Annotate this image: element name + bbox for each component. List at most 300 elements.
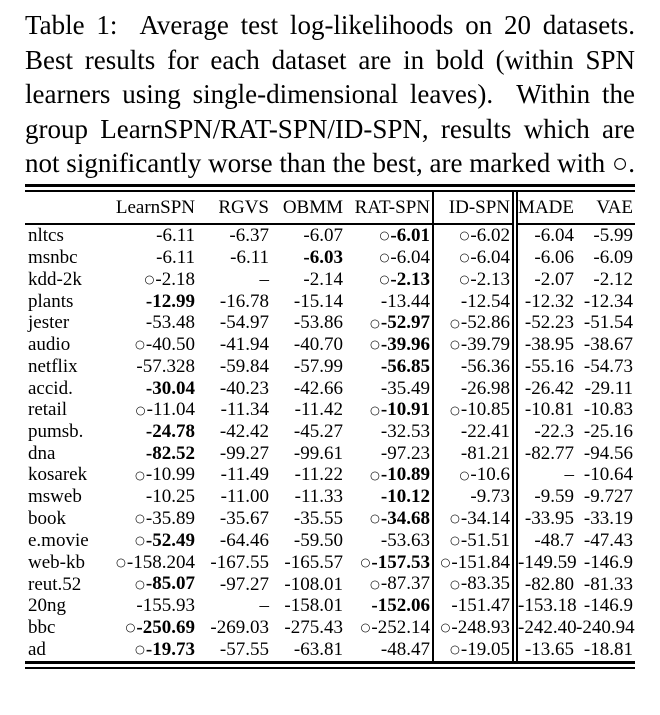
value-cell <box>271 378 345 400</box>
not-significantly-worse-circle-marker: ○ <box>459 250 470 265</box>
result-value: -82.80 <box>524 573 574 595</box>
result-value: -6.11 <box>230 247 269 269</box>
result-value: -54.97 <box>219 312 269 334</box>
not-significantly-worse-circle-marker: ○ <box>459 228 470 243</box>
result-value: -55.16 <box>524 356 574 378</box>
not-significantly-worse-circle-marker: ○ <box>360 620 371 635</box>
not-significantly-worse-circle-marker: ○ <box>379 228 390 243</box>
result-value: -41.94 <box>219 334 269 356</box>
best-result-value: -6.01 <box>390 225 430 246</box>
not-significantly-worse-circle-marker: ○ <box>449 337 460 352</box>
value-cell <box>95 639 197 661</box>
dataset-column-header <box>25 192 95 224</box>
value-cell <box>271 530 345 552</box>
caption-line: not significantly worse than the best, are marked with ○. <box>25 148 635 178</box>
value-cell <box>576 421 635 443</box>
result-value: -35.49 <box>380 377 430 399</box>
value-cell <box>433 312 515 334</box>
result-value: -155.93 <box>136 595 195 617</box>
dataset-label: reut.52 <box>28 573 82 595</box>
result-value: -51.51 <box>460 529 510 551</box>
value-cell <box>197 247 271 269</box>
result-value: -11.33 <box>294 486 343 508</box>
value-cell <box>197 291 271 313</box>
value-cell <box>197 508 271 530</box>
result-value: -40.50 <box>145 334 195 356</box>
result-value: -97.23 <box>380 442 430 464</box>
best-result-value: -85.07 <box>145 573 195 595</box>
value-cell <box>197 399 271 421</box>
value-cell <box>345 530 433 552</box>
dataset-label: 20ng <box>28 595 66 617</box>
value-cell <box>576 443 635 465</box>
value-cell <box>433 639 515 661</box>
value-cell <box>345 464 433 486</box>
value-cell <box>576 291 635 313</box>
result-value: -42.42 <box>219 421 269 443</box>
result-value: -38.95 <box>524 334 574 356</box>
value-cell <box>515 356 576 378</box>
not-significantly-worse-circle-marker: ○ <box>144 272 155 287</box>
result-value: -35.55 <box>293 507 343 529</box>
column-header-learnspn: LearnSPN <box>95 192 197 224</box>
best-result-value: -152.06 <box>371 595 430 617</box>
value-cell <box>95 378 197 400</box>
value-cell <box>515 334 576 356</box>
value-cell <box>576 312 635 334</box>
table-row <box>25 291 635 313</box>
caption-line: Best results for each dataset are in bold (within SPN <box>25 44 635 75</box>
table-row <box>25 356 635 378</box>
value-cell <box>433 552 515 574</box>
value-cell <box>515 573 576 595</box>
value-cell <box>197 421 271 443</box>
value-cell <box>345 312 433 334</box>
value-cell <box>197 356 271 378</box>
value-cell <box>197 464 271 486</box>
value-cell <box>345 356 433 378</box>
table-row <box>25 312 635 334</box>
result-value: -64.46 <box>219 529 269 551</box>
value-cell <box>576 334 635 356</box>
result-value: -32.53 <box>380 421 430 443</box>
table-row <box>25 639 635 661</box>
result-value: -158.01 <box>284 595 343 617</box>
result-value: -59.50 <box>293 529 343 551</box>
value-cell <box>345 617 433 639</box>
result-value: – <box>259 595 269 617</box>
result-value: -47.43 <box>583 529 633 551</box>
table-row <box>25 421 635 443</box>
result-value: -6.11 <box>156 247 195 269</box>
result-value: -11.00 <box>220 486 269 508</box>
value-cell <box>197 224 271 247</box>
value-cell <box>433 464 515 486</box>
result-value: -39.79 <box>460 334 510 356</box>
value-cell <box>197 443 271 465</box>
result-value: -94.56 <box>583 442 633 464</box>
not-significantly-worse-circle-marker: ○ <box>379 272 390 287</box>
best-result-value: -10.89 <box>380 464 430 486</box>
value-cell <box>576 639 635 661</box>
value-cell <box>197 639 271 661</box>
not-significantly-worse-circle-marker: ○ <box>459 272 470 287</box>
value-cell <box>271 334 345 356</box>
result-value: -57.328 <box>136 356 195 378</box>
value-cell <box>576 530 635 552</box>
header-row <box>25 192 635 224</box>
value-cell <box>576 224 635 247</box>
result-value: -12.54 <box>460 290 510 312</box>
best-result-value: -6.03 <box>303 247 343 269</box>
table-row <box>25 334 635 356</box>
dataset-label: ad <box>28 638 46 660</box>
value-cell <box>515 224 576 247</box>
result-value: -2.12 <box>593 268 633 290</box>
value-cell <box>95 486 197 508</box>
not-significantly-worse-circle-marker: ○ <box>440 554 451 569</box>
best-result-value: -12.99 <box>145 290 195 312</box>
result-value: -99.61 <box>293 442 343 464</box>
result-value: -10.64 <box>583 464 633 486</box>
not-significantly-worse-circle-marker: ○ <box>134 511 145 526</box>
value-cell <box>433 530 515 552</box>
result-value: -51.54 <box>583 312 633 334</box>
value-cell <box>345 639 433 661</box>
result-value: -48.7 <box>534 529 574 551</box>
value-cell <box>515 486 576 508</box>
table-row <box>25 573 635 595</box>
result-value: -10.83 <box>583 399 633 421</box>
results-table-wrap <box>25 184 635 669</box>
not-significantly-worse-circle-marker: ○ <box>449 642 460 657</box>
value-cell <box>271 269 345 291</box>
not-significantly-worse-circle-marker: ○ <box>115 554 126 569</box>
value-cell <box>515 269 576 291</box>
value-cell <box>271 508 345 530</box>
result-value: -11.22 <box>294 464 343 486</box>
value-cell <box>433 617 515 639</box>
value-cell <box>576 269 635 291</box>
value-cell <box>576 617 635 639</box>
result-value: -165.57 <box>284 551 343 573</box>
value-cell <box>95 443 197 465</box>
result-value: -22.41 <box>460 421 510 443</box>
value-cell <box>271 399 345 421</box>
result-value: -35.89 <box>145 507 195 529</box>
value-cell <box>95 464 197 486</box>
value-cell <box>95 595 197 617</box>
result-value: -54.73 <box>583 356 633 378</box>
value-cell <box>576 378 635 400</box>
table-row <box>25 508 635 530</box>
value-cell <box>95 399 197 421</box>
value-cell <box>197 486 271 508</box>
result-value: -11.49 <box>220 464 269 486</box>
result-value: -53.48 <box>145 312 195 334</box>
result-value: -87.37 <box>380 573 430 595</box>
not-significantly-worse-circle-marker: ○ <box>369 402 380 417</box>
result-value: -57.55 <box>219 638 269 660</box>
table-row <box>25 269 635 291</box>
dataset-label: nltcs <box>28 225 64 247</box>
result-value: -59.84 <box>219 356 269 378</box>
result-value: -252.14 <box>371 616 430 638</box>
table-row <box>25 247 635 269</box>
best-result-value: -19.73 <box>145 638 195 660</box>
table-row <box>25 617 635 639</box>
best-result-value: -52.97 <box>380 312 430 334</box>
table-caption <box>25 8 635 181</box>
not-significantly-worse-circle-marker: ○ <box>125 620 136 635</box>
not-significantly-worse-circle-marker: ○ <box>134 532 145 547</box>
value-cell <box>345 552 433 574</box>
value-cell <box>345 378 433 400</box>
value-cell <box>433 269 515 291</box>
table-row <box>25 443 635 465</box>
value-cell <box>433 291 515 313</box>
result-value: -10.25 <box>145 486 195 508</box>
value-cell <box>95 573 197 595</box>
value-cell <box>345 334 433 356</box>
value-cell <box>271 617 345 639</box>
not-significantly-worse-circle-marker: ○ <box>449 402 460 417</box>
value-cell <box>271 464 345 486</box>
best-result-value: -250.69 <box>136 616 195 638</box>
value-cell <box>271 421 345 443</box>
value-cell <box>95 312 197 334</box>
result-value: -11.42 <box>294 399 343 421</box>
value-cell <box>271 595 345 617</box>
result-value: -149.59 <box>518 551 577 573</box>
value-cell <box>197 312 271 334</box>
value-cell <box>576 464 635 486</box>
best-result-value: -10.12 <box>380 486 430 508</box>
not-significantly-worse-circle-marker: ○ <box>369 337 380 352</box>
result-value: -34.14 <box>460 507 510 529</box>
value-cell <box>576 573 635 595</box>
result-value: -52.86 <box>460 312 510 334</box>
result-value: -158.204 <box>126 551 195 573</box>
value-cell <box>515 595 576 617</box>
value-cell <box>271 486 345 508</box>
result-value: -2.18 <box>155 268 195 290</box>
dataset-label: audio <box>28 334 71 356</box>
value-cell <box>197 269 271 291</box>
value-cell <box>271 291 345 313</box>
value-cell <box>576 486 635 508</box>
not-significantly-worse-circle-marker: ○ <box>134 467 145 482</box>
value-cell <box>433 573 515 595</box>
value-cell <box>197 378 271 400</box>
value-cell <box>515 443 576 465</box>
result-value: -6.04 <box>534 225 574 247</box>
best-result-value: -30.04 <box>145 377 195 399</box>
result-value: -11.34 <box>220 399 269 421</box>
not-significantly-worse-circle-marker: ○ <box>134 642 145 657</box>
result-value: -12.34 <box>583 290 633 312</box>
result-value: -26.98 <box>460 377 510 399</box>
value-cell <box>95 617 197 639</box>
value-cell <box>515 399 576 421</box>
value-cell <box>271 443 345 465</box>
result-value: -18.81 <box>583 638 633 660</box>
result-value: -240.94 <box>576 617 635 639</box>
not-significantly-worse-circle-marker: ○ <box>135 402 146 417</box>
best-result-value: -56.85 <box>380 356 430 378</box>
table-top-rule <box>25 184 635 192</box>
not-significantly-worse-circle-marker: ○ <box>449 532 460 547</box>
result-value: -10.85 <box>460 399 510 421</box>
caption-line: group LearnSPN/RAT-SPN/ID-SPN, results which are <box>25 113 635 144</box>
column-header-vae: VAE <box>576 192 635 224</box>
result-value: -146.9 <box>583 551 633 573</box>
not-significantly-worse-circle-marker: ○ <box>360 554 371 569</box>
result-value: -26.42 <box>524 377 574 399</box>
result-value: -42.66 <box>293 377 343 399</box>
value-cell <box>345 247 433 269</box>
value-cell <box>345 291 433 313</box>
result-value: -81.33 <box>583 573 633 595</box>
result-value: -146.9 <box>583 595 633 617</box>
result-value: -6.04 <box>390 246 430 268</box>
table-row <box>25 378 635 400</box>
not-significantly-worse-circle-marker: ○ <box>449 315 460 330</box>
result-value: -6.07 <box>303 225 343 247</box>
value-cell <box>197 573 271 595</box>
result-value: -82.77 <box>524 442 574 464</box>
best-result-value: -24.78 <box>145 421 195 443</box>
dataset-label: e.movie <box>28 529 89 551</box>
result-value: -10.99 <box>145 464 195 486</box>
value-cell <box>95 552 197 574</box>
dataset-label: accid. <box>28 377 73 399</box>
result-value: -99.27 <box>219 442 269 464</box>
value-cell <box>95 269 197 291</box>
dataset-label: book <box>28 507 66 529</box>
result-value: -53.63 <box>380 529 430 551</box>
value-cell <box>271 247 345 269</box>
result-value: -167.55 <box>210 551 269 573</box>
value-cell <box>576 399 635 421</box>
value-cell <box>197 552 271 574</box>
not-significantly-worse-circle-marker: ○ <box>440 620 451 635</box>
value-cell <box>271 356 345 378</box>
dataset-label: plants <box>28 290 74 312</box>
not-significantly-worse-circle-marker: ○ <box>459 467 470 482</box>
result-value: -153.18 <box>518 595 577 617</box>
dataset-label: netflix <box>28 356 78 378</box>
value-cell <box>95 291 197 313</box>
result-value: -9.73 <box>470 486 510 508</box>
result-value: -242.40 <box>518 617 577 639</box>
value-cell <box>197 595 271 617</box>
result-value: -83.35 <box>460 573 510 595</box>
result-value: -12.32 <box>524 290 574 312</box>
result-value: -48.47 <box>380 638 430 660</box>
result-value: -63.81 <box>293 638 343 660</box>
results-table <box>25 192 635 661</box>
dataset-label: kdd-2k <box>28 268 82 290</box>
value-cell <box>271 552 345 574</box>
value-cell <box>433 334 515 356</box>
result-value: -2.14 <box>303 268 343 290</box>
best-result-value: -10.91 <box>380 399 430 421</box>
result-value: -38.67 <box>583 334 633 356</box>
table-bottom-rule <box>25 661 635 669</box>
caption-line: Table 1: Average test log-likelihoods on 20 datasets. <box>25 10 635 40</box>
result-value: -40.70 <box>293 334 343 356</box>
value-cell <box>433 247 515 269</box>
not-significantly-worse-circle-marker: ○ <box>369 315 380 330</box>
not-significantly-worse-circle-marker: ○ <box>134 337 145 352</box>
value-cell <box>95 356 197 378</box>
result-value: -6.11 <box>156 225 195 247</box>
value-cell <box>271 224 345 247</box>
column-header-rgvs: RGVS <box>197 192 271 224</box>
value-cell <box>95 421 197 443</box>
result-value: -22.3 <box>534 421 574 443</box>
result-value: -9.727 <box>583 486 633 508</box>
value-cell <box>433 356 515 378</box>
result-value: -25.16 <box>583 421 633 443</box>
table-row <box>25 552 635 574</box>
column-header-obmm: OBMM <box>271 192 345 224</box>
not-significantly-worse-circle-marker: ○ <box>449 511 460 526</box>
value-cell <box>433 421 515 443</box>
result-value: -40.23 <box>219 377 269 399</box>
value-cell <box>345 224 433 247</box>
result-value: -52.23 <box>524 312 574 334</box>
result-value: -6.06 <box>534 247 574 269</box>
value-cell <box>515 530 576 552</box>
value-cell <box>95 224 197 247</box>
result-value: -16.78 <box>219 290 269 312</box>
result-value: -6.04 <box>470 246 510 268</box>
column-header-idspn: ID-SPN <box>433 192 515 224</box>
best-result-value: -157.53 <box>371 551 430 573</box>
value-cell <box>515 312 576 334</box>
dataset-label: jester <box>28 312 70 334</box>
dataset-label: msweb <box>28 486 82 508</box>
table-row <box>25 399 635 421</box>
value-cell <box>515 464 576 486</box>
result-value: -151.84 <box>451 551 510 573</box>
result-value: -10.6 <box>470 464 510 486</box>
table-body <box>25 224 635 661</box>
value-cell <box>576 508 635 530</box>
result-value: -269.03 <box>210 617 269 639</box>
result-value: -5.99 <box>593 225 633 247</box>
result-value: – <box>259 268 269 290</box>
value-cell <box>515 552 576 574</box>
value-cell <box>197 530 271 552</box>
result-value: -248.93 <box>451 616 510 638</box>
value-cell <box>576 247 635 269</box>
dataset-label: kosarek <box>28 464 88 486</box>
table-row <box>25 224 635 247</box>
not-significantly-worse-circle-marker: ○ <box>369 511 380 526</box>
value-cell <box>345 595 433 617</box>
value-cell <box>433 399 515 421</box>
result-value: -108.01 <box>284 573 343 595</box>
result-value: -13.65 <box>524 638 574 660</box>
value-cell <box>515 617 576 639</box>
value-cell <box>95 334 197 356</box>
column-header-made: MADE <box>515 192 576 224</box>
result-value: -2.07 <box>534 268 574 290</box>
table-row <box>25 595 635 617</box>
